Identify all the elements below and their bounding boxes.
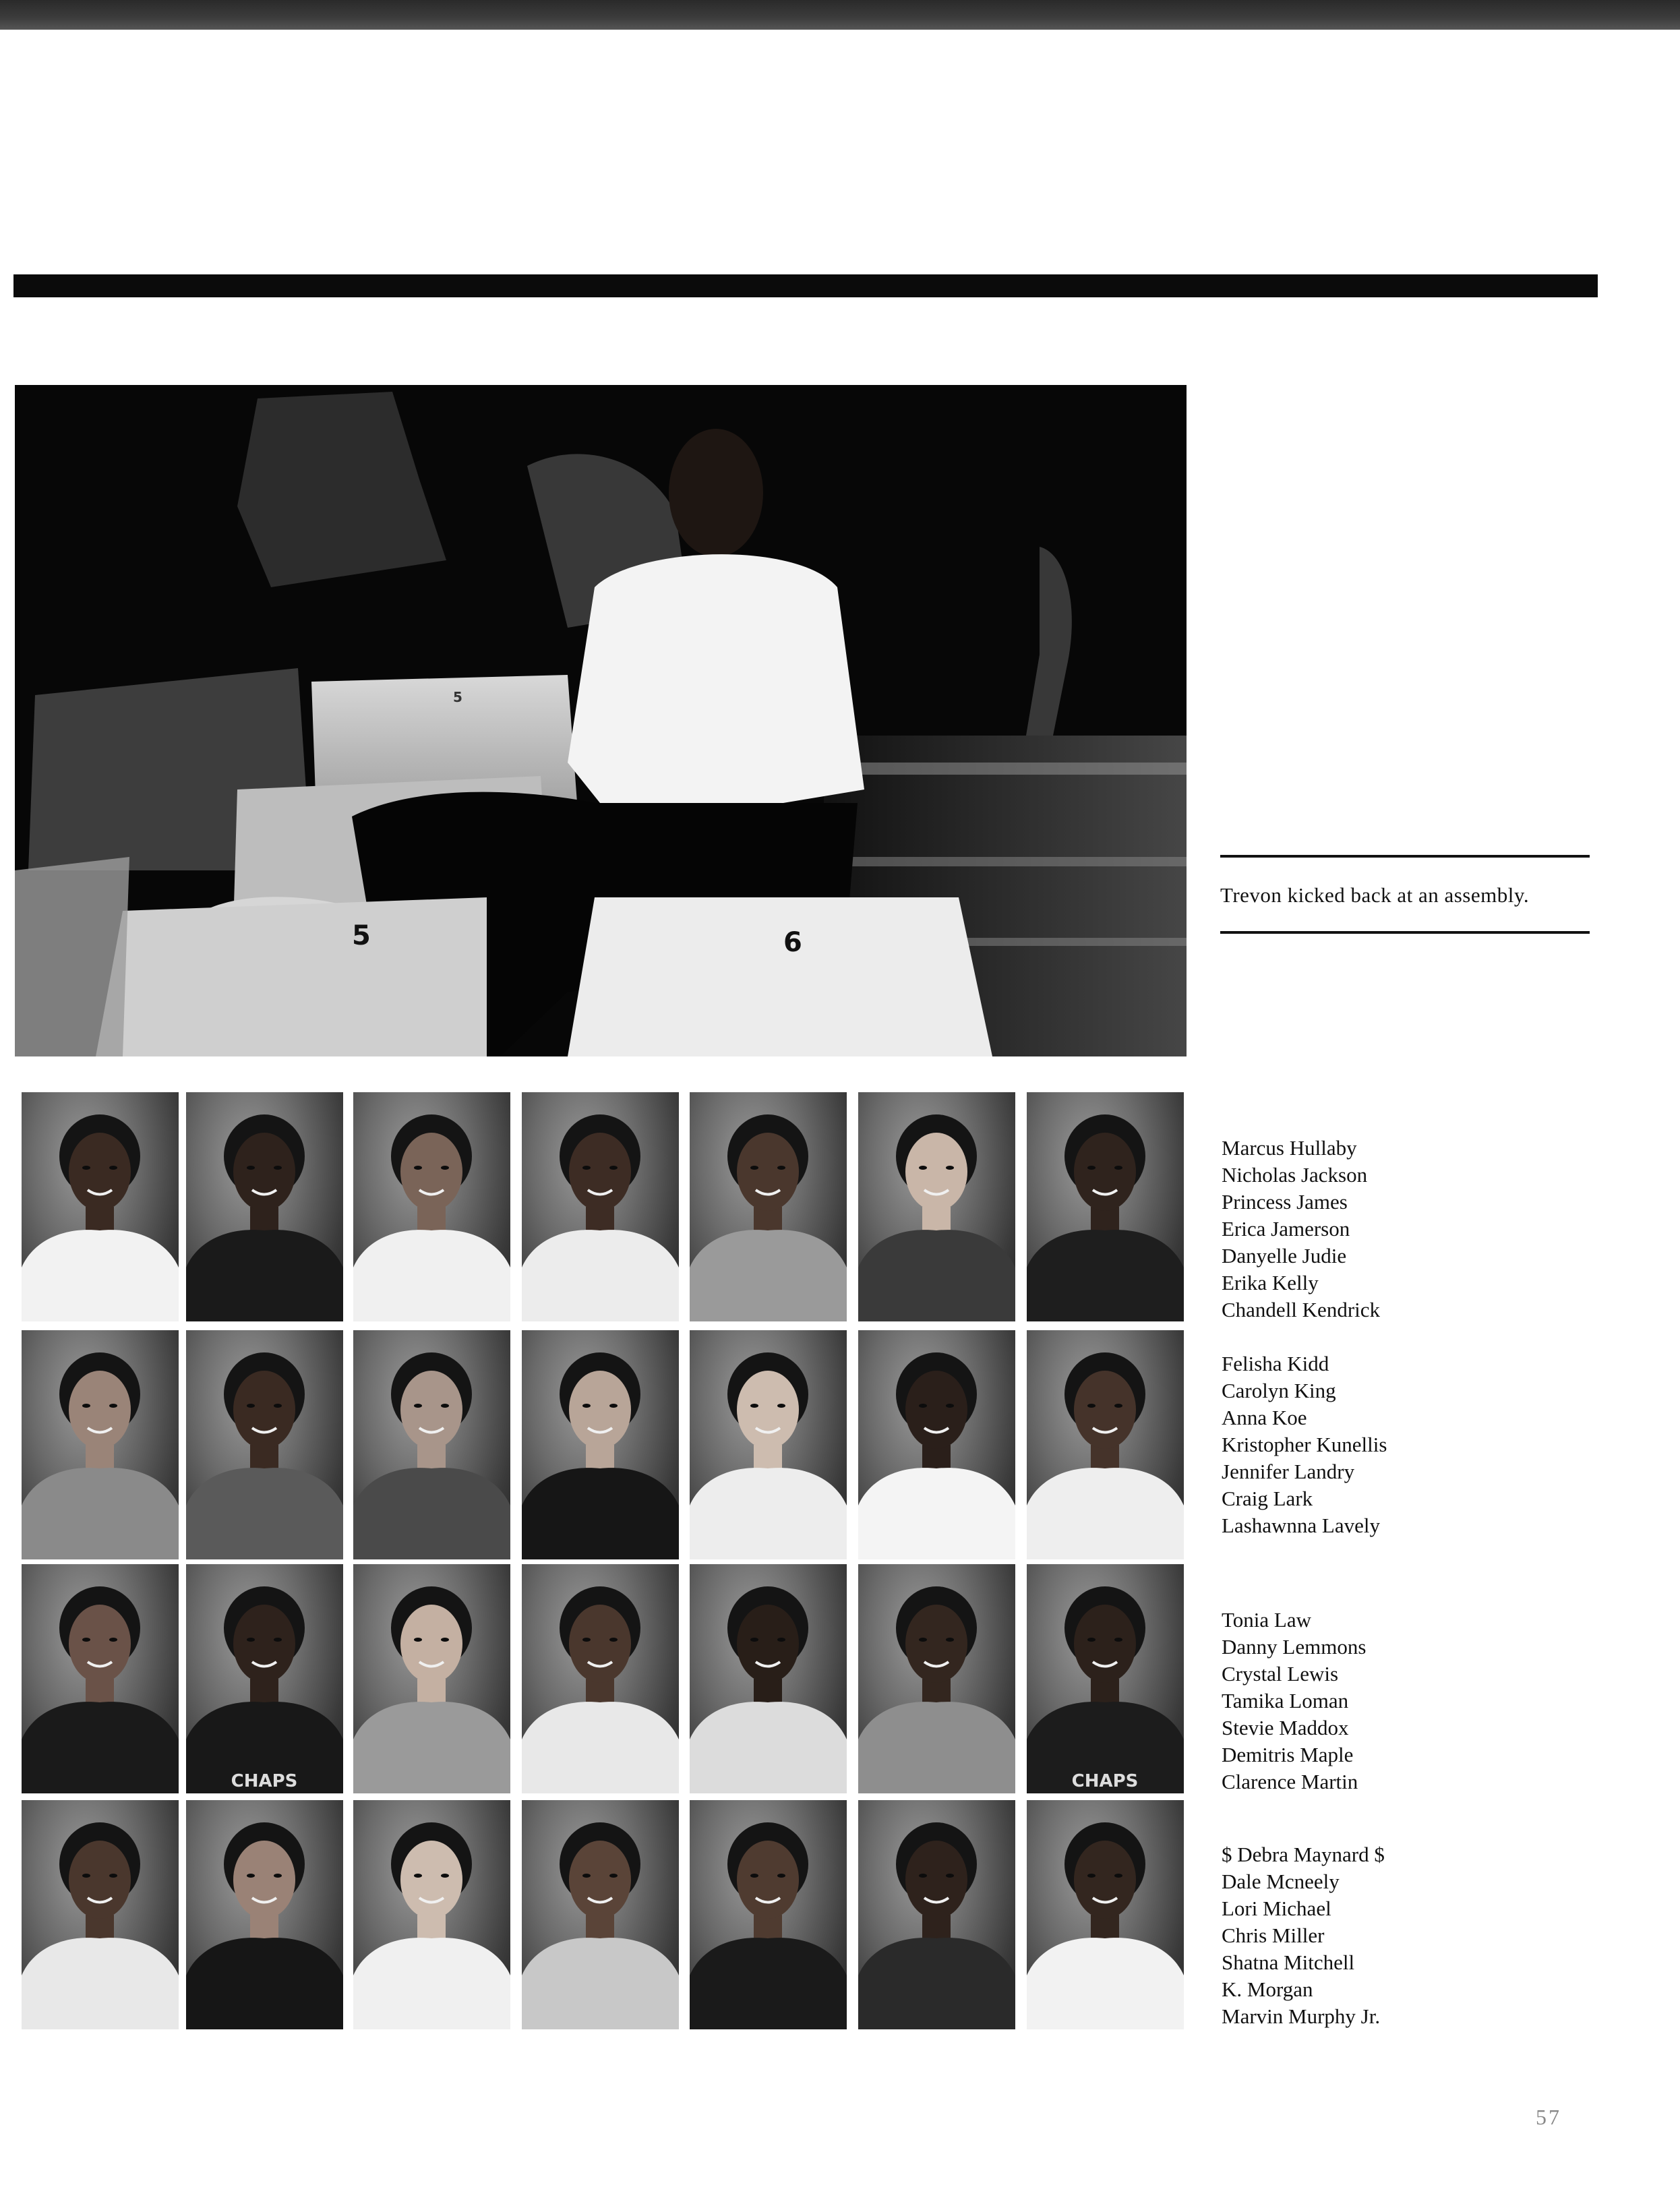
student-name: $ Debra Maynard $ [1222,1843,1385,1866]
name-list-row-3 [1222,1607,1366,1795]
student-name: Danny Lemmons [1222,1635,1367,1659]
seat-number-front-right: 6 [783,927,802,958]
student-portrait [22,1330,179,1559]
name-list-row-4 [1222,1841,1385,2030]
student-portrait [1027,1330,1184,1559]
student-name: Shatna Mitchell [1222,1950,1355,1974]
student-name: Felisha Kidd [1222,1352,1329,1375]
student-portrait [186,1092,343,1321]
student-name: Jennifer Landry [1222,1460,1355,1483]
student-name: Anna Koe [1222,1406,1307,1429]
student-portrait [22,1564,179,1793]
student-name: Demitris Maple [1222,1743,1354,1766]
student-name: Erica Jamerson [1222,1217,1350,1241]
student-name: Marvin Murphy Jr. [1222,2004,1381,2028]
student-portrait [1027,1800,1184,2029]
student-portrait [858,1564,1015,1793]
student-name: Clarence Martin [1222,1770,1358,1793]
student-portrait [690,1800,847,2029]
student-name: K. Morgan [1222,1977,1313,2001]
header-rule [13,274,1598,297]
student-name: Chandell Kendrick [1222,1298,1381,1321]
student-portrait [522,1800,679,2029]
student-portrait [522,1330,679,1559]
student-portrait [22,1092,179,1321]
student-name: Crystal Lewis [1222,1662,1339,1686]
student-name: Carolyn King [1222,1379,1336,1402]
student-portrait [353,1330,510,1559]
scan-edge [0,0,1680,30]
student-name: Lashawnna Lavely [1222,1514,1380,1537]
student-portrait [1027,1092,1184,1321]
caption-rule-top [1220,855,1590,858]
student-name: Chris Miller [1222,1924,1325,1947]
assembly-photo [15,385,1187,1056]
student-portrait [186,1800,343,2029]
student-portrait [522,1564,679,1793]
student-name: Kristopher Kunellis [1222,1433,1387,1456]
page-number: 57 [1536,2105,1561,2129]
student-portrait [858,1330,1015,1559]
student-portrait [858,1092,1015,1321]
caption-rule-bottom [1220,931,1590,934]
student-portrait [353,1800,510,2029]
photo-caption: Trevon kicked back at an assembly. [1220,883,1530,907]
student-name: Stevie Maddox [1222,1716,1349,1739]
student-name: Erika Kelly [1222,1271,1319,1294]
name-list-row-1 [1222,1135,1380,1323]
student-name: Marcus Hullaby [1222,1136,1357,1160]
student-name: Tamika Loman [1222,1689,1349,1712]
student-portrait [1027,1564,1184,1793]
student-portrait [690,1330,847,1559]
student-name: Dale Mcneely [1222,1870,1340,1893]
student-portrait [522,1092,679,1321]
student-name: Princess James [1222,1190,1348,1214]
student-portrait [186,1330,343,1559]
student-name: Danyelle Judie [1222,1244,1347,1268]
seat-number-back: 5 [453,689,462,705]
student-portrait [690,1092,847,1321]
student-name: Lori Michael [1222,1897,1331,1920]
shirt-lettering: CHAPS [1071,1771,1139,1791]
name-list-row-2 [1222,1350,1387,1539]
student-portrait [22,1800,179,2029]
student-portrait [186,1564,343,1793]
student-portrait [858,1800,1015,2029]
shirt-lettering: CHAPS [231,1771,298,1791]
student-portrait [353,1092,510,1321]
student-portrait [353,1564,510,1793]
student-name: Nicholas Jackson [1222,1163,1368,1187]
student-name: Tonia Law [1222,1608,1311,1632]
student-name: Craig Lark [1222,1487,1313,1510]
seat-number-front-left: 5 [352,920,371,951]
student-portrait [690,1564,847,1793]
